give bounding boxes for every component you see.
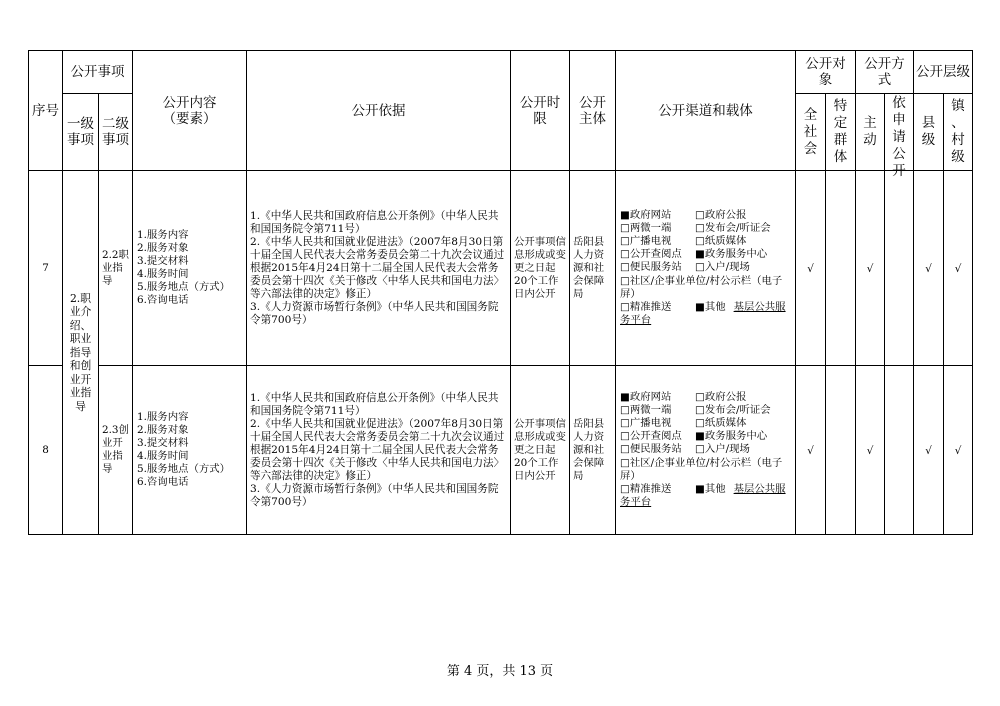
channel-other-text: 基层公共服务平台 — [620, 483, 786, 509]
level2-item-cell — [99, 171, 133, 366]
header-object: 公开对象 — [805, 56, 846, 88]
content-cell — [133, 366, 247, 535]
check-mark: √ — [807, 263, 814, 275]
header-mode-active: 主动 — [863, 115, 877, 148]
header-time-limit-cell — [511, 51, 570, 171]
subject: 岳阳县人力资源和社会保障局 — [573, 417, 605, 482]
content-item: 6.咨询电话 — [137, 294, 189, 306]
content-item: 1.服务内容 — [137, 411, 189, 423]
channel-row — [620, 430, 792, 443]
channel-row — [620, 248, 792, 261]
content-cell — [133, 171, 247, 366]
header-mode: 公开方式 — [864, 56, 905, 88]
content-item: 3.提交材料 — [137, 255, 189, 267]
basis-list — [247, 392, 506, 509]
level1-item: 2.职业介绍、职业指导和创业开业指导 — [69, 291, 92, 413]
row-seq: 8 — [42, 443, 49, 456]
content-item: 5.服务地点（方式） — [137, 281, 231, 293]
header-content: 公开内容（要素） — [162, 94, 217, 127]
header-subject: 公开主体 — [579, 94, 606, 127]
header-item-l1: 一级事项 — [67, 116, 94, 148]
disclosure-table — [28, 50, 973, 535]
content-item: 3.提交材料 — [137, 437, 189, 449]
channel-other-mark: ■其他 — [695, 301, 726, 313]
subject-cell — [570, 171, 616, 366]
basis-item: 2.《中华人民共和国就业促进法》（2007年8月30日第十届全国人民代表大会常务委员会第二十九次会议通过根据2015年4月24日第十二届全国人民代表大会常务委员会第十四次《关于修改〈中华人民共和国电力法〉等六部法律的决定》修正） — [250, 235, 505, 300]
header-level-county-cell — [914, 94, 944, 171]
header-level-town-cell — [944, 94, 973, 171]
content-item: 1.服务内容 — [137, 229, 189, 241]
basis-item: 2.《中华人民共和国就业促进法》（2007年8月30日第十届全国人民代表大会常务委员会第二十九次会议通过根据2015年4月24日第十二届全国人民代表大会常务委员会第十四次《关于修改〈中华人民共和国电力法〉等六部法律的决定》修正） — [250, 417, 505, 482]
channel-option: □精准推送 — [620, 483, 672, 495]
header-object-specific: 特定群体 — [833, 98, 848, 165]
header-content-cell — [133, 51, 247, 171]
seq-cell — [29, 171, 63, 366]
page-footer: 第 4 页，共 13 页 — [446, 664, 554, 679]
channel-row — [620, 222, 792, 235]
header-item: 公开事项 — [70, 64, 125, 80]
header-item-l2: 二级事项 — [102, 116, 129, 148]
channel-option: □政府公报 — [695, 208, 747, 221]
header-seq: 序号 — [32, 102, 59, 119]
header-level: 公开层级 — [916, 64, 970, 80]
time-limit-cell — [511, 366, 570, 535]
header-mode-apply: 依申请公开 — [892, 95, 906, 179]
check-mark: √ — [807, 445, 814, 457]
channel-option: □发布会/听证会 — [695, 403, 771, 416]
level2-item: 2.2职业指导 — [102, 248, 129, 287]
channel-row — [620, 417, 792, 430]
header-channel-cell — [616, 51, 796, 171]
channel-option: □广播电视 — [620, 234, 672, 247]
header-subject-cell — [570, 51, 616, 171]
level2-item-cell — [99, 366, 133, 535]
check-mark: √ — [925, 263, 932, 275]
channel-cell — [616, 366, 796, 535]
header-object-all: 全社会 — [803, 106, 818, 157]
channel-row — [620, 261, 792, 274]
channel-row — [620, 404, 792, 417]
channel-option: □社区/企事业单位/村公示栏（电子屏） — [620, 456, 783, 482]
object-specific-cell — [826, 366, 856, 535]
mode-apply-cell — [885, 366, 914, 535]
channel-row — [620, 301, 792, 327]
seq-cell — [29, 366, 63, 535]
basis-item: 3.《人力资源市场暂行条例》（中华人民共和国国务院令第700号） — [250, 482, 499, 508]
level-town-cell — [944, 171, 973, 366]
check-mark: √ — [954, 263, 962, 275]
mode-apply-cell — [885, 171, 914, 366]
channel-option: ■政府网站 — [620, 208, 672, 221]
channel-row — [620, 483, 792, 509]
basis-item: 1.《中华人民共和国政府信息公开条例》（中华人民共和国国务院令第711号） — [250, 391, 499, 417]
header-basis-cell — [247, 51, 511, 171]
channel-row — [620, 391, 792, 404]
time-limit: 公开事项信息形成或变更之日起20个工作日内公开 — [514, 417, 566, 482]
channel-option: □社区/企事业单位/村公示栏（电子屏） — [620, 274, 783, 300]
channel-list — [616, 391, 792, 510]
header-mode-active-cell — [856, 94, 885, 171]
basis-cell — [247, 171, 511, 366]
mode-active-cell — [856, 171, 885, 366]
check-mark: √ — [866, 263, 874, 275]
header-object-all-cell — [796, 94, 826, 171]
object-all-cell — [796, 366, 826, 535]
check-mark: √ — [866, 445, 874, 457]
channel-option: □入户/现场 — [695, 261, 750, 274]
header-time-limit: 公开时限 — [519, 94, 561, 127]
header-item-l1-cell — [63, 94, 99, 171]
channel-option: □入户/现场 — [695, 443, 750, 456]
check-mark: √ — [954, 445, 962, 457]
header-object-specific-cell — [826, 94, 856, 171]
header-mode-cell — [856, 51, 914, 94]
channel-option: □两微一端 — [620, 403, 672, 416]
header-item-l2-cell — [99, 94, 133, 171]
header-level-county: 县级 — [921, 115, 936, 148]
basis-list — [247, 210, 506, 327]
time-limit: 公开事项信息形成或变更之日起20个工作日内公开 — [514, 235, 566, 300]
check-mark: √ — [925, 445, 932, 457]
channel-option: □纸质媒体 — [695, 234, 747, 247]
header-seq-cell — [29, 51, 63, 171]
channel-option: □广播电视 — [620, 416, 672, 429]
channel-option: ■政务服务中心 — [695, 248, 768, 261]
channel-other-mark: ■其他 — [695, 483, 726, 495]
content-list — [133, 229, 246, 307]
header-level-cell — [914, 51, 973, 94]
channel-option: □发布会/听证会 — [695, 221, 771, 234]
content-item: 4.服务时间 — [137, 268, 189, 280]
channel-option: □纸质媒体 — [695, 416, 747, 429]
level-county-cell — [914, 366, 944, 535]
row-seq: 7 — [42, 261, 49, 274]
table-row — [29, 366, 973, 535]
header-channel: 公开渠道和载体 — [658, 102, 753, 119]
channel-option: □便民服务站 — [620, 261, 682, 274]
subject: 岳阳县人力资源和社会保障局 — [573, 235, 605, 300]
channel-other-text: 基层公共服务平台 — [620, 301, 786, 327]
channel-cell — [616, 171, 796, 366]
basis-item: 1.《中华人民共和国政府信息公开条例》（中华人民共和国国务院令第711号） — [250, 209, 499, 235]
object-specific-cell — [826, 171, 856, 366]
basis-cell — [247, 366, 511, 535]
level2-item: 2.3创业开业指导 — [102, 424, 129, 475]
channel-row — [620, 443, 792, 456]
header-mode-apply-cell — [885, 94, 914, 179]
header-item-cell — [63, 51, 133, 94]
channel-option: ■政府网站 — [620, 390, 672, 403]
level-county-cell — [914, 171, 944, 366]
channel-option: □政府公报 — [695, 390, 747, 403]
time-limit-cell — [511, 171, 570, 366]
content-list — [133, 411, 246, 489]
table-row — [29, 171, 973, 366]
channel-option: ■政务服务中心 — [695, 430, 768, 443]
channel-option: □便民服务站 — [620, 443, 682, 456]
channel-option: □两微一端 — [620, 221, 672, 234]
content-item: 2.服务对象 — [137, 424, 189, 436]
channel-list — [616, 209, 792, 328]
channel-row — [620, 209, 792, 222]
header-level-town: 镇、村级 — [951, 98, 965, 165]
content-item: 4.服务时间 — [137, 450, 189, 462]
channel-row — [620, 235, 792, 248]
header-object-cell — [796, 51, 856, 94]
level-town-cell — [944, 366, 973, 535]
level1-item-cell — [63, 171, 99, 535]
mode-active-cell — [856, 366, 885, 535]
header-row — [29, 51, 973, 94]
object-all-cell — [796, 171, 826, 366]
basis-item: 3.《人力资源市场暂行条例》（中华人民共和国国务院令第700号） — [250, 300, 499, 326]
header-basis: 公开依据 — [351, 102, 406, 119]
content-item: 6.咨询电话 — [137, 476, 189, 488]
channel-option: □公开查阅点 — [620, 248, 682, 261]
content-item: 2.服务对象 — [137, 242, 189, 254]
content-item: 5.服务地点（方式） — [137, 463, 231, 475]
channel-option: □公开查阅点 — [620, 430, 682, 443]
channel-option: □精准推送 — [620, 301, 672, 313]
subject-cell — [570, 366, 616, 535]
